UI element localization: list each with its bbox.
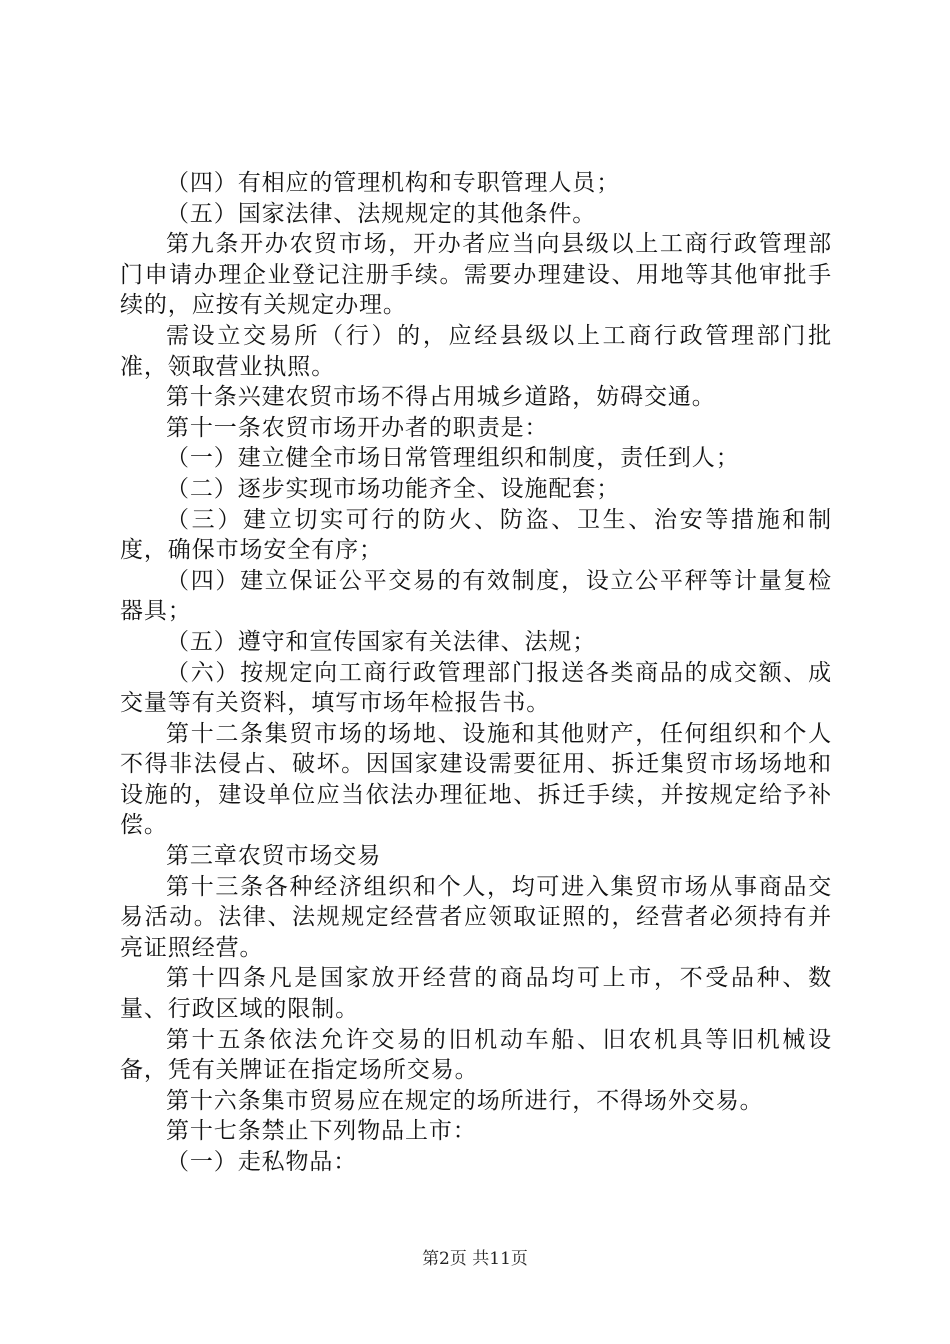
- paragraph: 第十四条凡是国家放开经营的商品均可上市，不受品种、数量、行政区域的限制。: [120, 965, 832, 1023]
- paragraph: 第十三条各种经济组织和个人，均可进入集贸市场从事商品交易活动。法律、法规规定经营者应领取证照的，经营者必须持有并亮证照经营。: [120, 873, 832, 961]
- paragraph: （一）建立健全市场日常管理组织和制度，责任到人；: [166, 445, 740, 472]
- paragraph: （三）建立切实可行的防火、防盗、卫生、治安等措施和制度，确保市场安全有序；: [120, 506, 832, 564]
- page-number-footer: 第2页 共11页: [422, 1249, 528, 1269]
- paragraph: （一）走私物品：: [166, 1149, 358, 1175]
- paragraph: （四）有相应的管理机构和专职管理人员；: [166, 170, 621, 196]
- paragraph: （五）遵守和宣传国家有关法律、法规；: [166, 628, 597, 655]
- paragraph: 第十条兴建农贸市场不得占用城乡道路，妨碍交通。: [166, 384, 716, 411]
- document-body: [120, 168, 832, 1178]
- paragraph: 第九条开办农贸市场，开办者应当向县级以上工商行政管理部门申请办理企业登记注册手续。需要办理建设、用地等其他审批手续的，应按有关规定办理。: [120, 231, 832, 319]
- chapter-heading: 第三章农贸市场交易: [166, 843, 382, 870]
- paragraph: 第十一条农贸市场开办者的职责是：: [166, 414, 549, 441]
- paragraph: 第十五条依法允许交易的旧机动车船、旧农机具等旧机械设备，凭有关牌证在指定场所交易。: [120, 1026, 832, 1084]
- paragraph: （二）逐步实现市场功能齐全、设施配套；: [166, 475, 621, 502]
- paragraph: 第十二条集贸市场的场地、设施和其他财产，任何组织和个人不得非法侵占、破坏。因国家建设需要征用、拆迁集贸市场场地和设施的，建设单位应当依法办理征地、拆迁手续，并按规定给予补偿。: [120, 720, 832, 839]
- paragraph: （四）建立保证公平交易的有效制度，设立公平秤等计量复检器具；: [120, 567, 832, 625]
- paragraph: 第十六条集市贸易应在规定的场所进行，不得场外交易。: [166, 1087, 764, 1114]
- paragraph: （五）国家法律、法规规定的其他条件。: [166, 200, 597, 227]
- paragraph: 第十七条禁止下列物品上市：: [166, 1118, 477, 1145]
- paragraph: （六）按规定向工商行政管理部门报送各类商品的成交额、成交量等有关资料，填写市场年检报告书。: [120, 659, 832, 717]
- paragraph: 需设立交易所（行）的，应经县级以上工商行政管理部门批准，领取营业执照。: [120, 322, 832, 380]
